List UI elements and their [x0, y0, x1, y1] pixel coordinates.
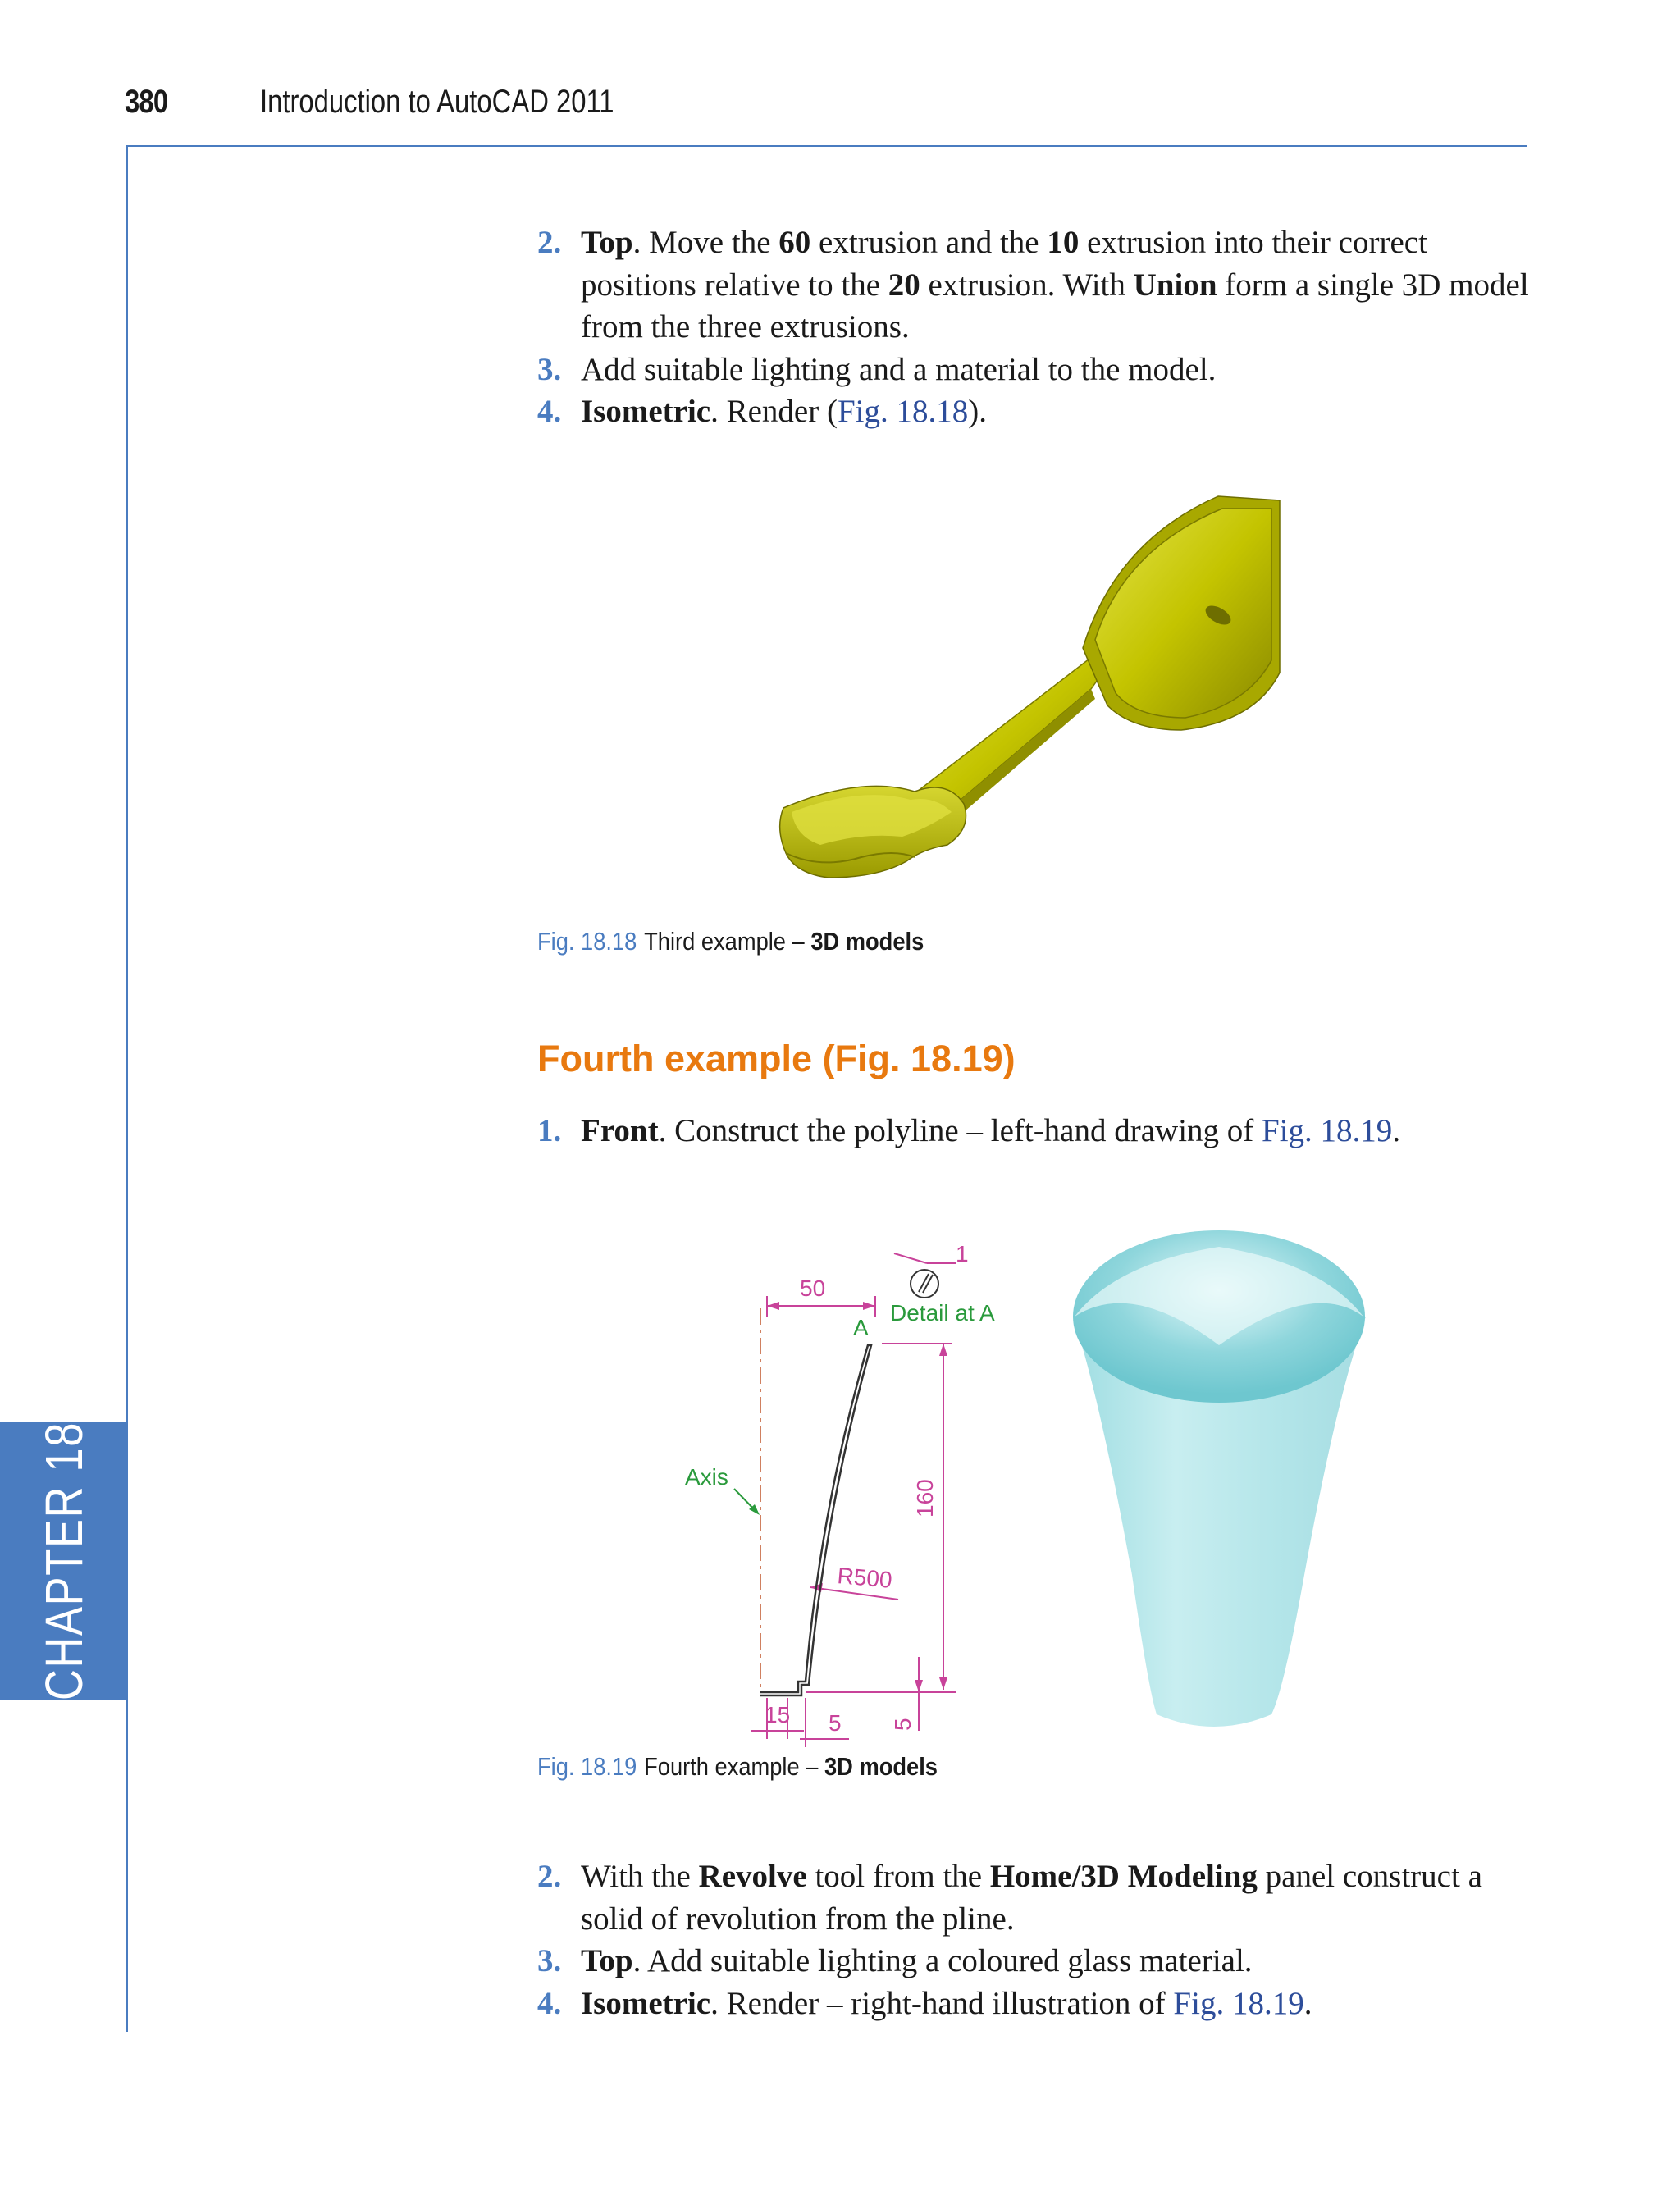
step-keyword: 10 [1047, 225, 1080, 260]
caption-figure-number: Fig. 18.18 [537, 927, 637, 956]
step-number: 2. [537, 1859, 562, 1894]
steps-list-top [537, 221, 1546, 433]
page-header [125, 84, 1527, 133]
dim-1-label: 1 [956, 1241, 969, 1266]
step-text: . Render – right-hand illustration of [710, 1985, 1174, 2021]
step-keyword: Union [1133, 267, 1217, 303]
step-item [537, 1110, 1546, 1152]
chapter-tab-label: CHAPTER 18 [34, 1421, 94, 1701]
step-text: ). [968, 394, 987, 429]
step-keyword: 60 [778, 225, 811, 260]
caption-bold: 3D models [810, 927, 924, 956]
figure-reference: Fig. 18.18 [837, 394, 969, 429]
arrowhead [863, 1302, 875, 1310]
figure-18-19-caption [537, 1752, 938, 1782]
detail-symbol-mark [919, 1274, 929, 1292]
step-keyword: Top [581, 225, 633, 260]
step-number: 4. [537, 1985, 562, 2021]
step-keyword: 20 [888, 267, 920, 303]
dim-50-label: 50 [800, 1276, 826, 1301]
step-text: Add suitable lighting and a material to the model. [581, 351, 1217, 387]
step-item [537, 1983, 1546, 2025]
step-keyword: Isometric [581, 1985, 711, 2021]
arrowhead [939, 1344, 947, 1356]
step-text: . [1303, 1985, 1312, 2021]
step-text: . Move the [632, 225, 779, 260]
steps-list-middle [537, 1110, 1546, 1152]
step-number: 3. [537, 1943, 562, 1978]
step-keyword: Revolve [698, 1859, 807, 1894]
caption-text: Fourth example – [644, 1752, 825, 1781]
figure-18-19-render [1066, 1230, 1378, 1747]
figure-reference: Fig. 18.19 [1173, 1985, 1304, 2021]
caption-bold: 3D models [824, 1752, 938, 1781]
dim-5-bottom-label: 5 [829, 1710, 842, 1736]
step-item [537, 1940, 1546, 1983]
step-keyword: Top [581, 1943, 633, 1978]
step-keyword: Home/3D Modeling [989, 1859, 1258, 1894]
step-keyword: Isometric [581, 394, 711, 429]
axis-label: Axis [685, 1464, 728, 1490]
chapter-tab [0, 1422, 127, 1700]
arrowhead [915, 1680, 923, 1692]
step-text: panel construct a solid of revolution from the pline. [581, 1859, 1482, 1937]
header-rule [127, 145, 1527, 147]
page-number: 380 [125, 84, 168, 120]
profile-polyline [760, 1345, 871, 1695]
dim-15-label: 15 [765, 1702, 791, 1727]
detail-symbol [911, 1270, 938, 1298]
caption-figure-number: Fig. 18.19 [537, 1752, 637, 1781]
step-item [537, 349, 1546, 391]
figure-18-18-render [771, 484, 1288, 878]
step-item [537, 221, 1546, 349]
step-text: tool from the [806, 1859, 990, 1894]
margin-rule [126, 145, 128, 2032]
step-text: . Add suitable lighting a coloured glass material. [632, 1943, 1253, 1978]
radius-label: R500 [836, 1563, 893, 1593]
detail-label: Detail at A [890, 1300, 995, 1326]
step-text: extrusion into their correct positions relative to the [581, 225, 1427, 303]
section-heading: Fourth example (Fig. 18.19) [537, 1038, 1016, 1079]
step-text: extrusion and the [810, 225, 1048, 260]
step-text: form a single 3D model from the three extrusions. [581, 267, 1529, 345]
step-number: 1. [537, 1113, 562, 1148]
figure-18-18-caption [537, 927, 924, 956]
running-title: Introduction to AutoCAD 2011 [260, 84, 614, 120]
step-text: . Construct the polyline – left-hand drawing of [658, 1113, 1262, 1148]
step-number: 2. [537, 225, 562, 260]
step-keyword: Front [581, 1113, 659, 1148]
dim-160-label: 160 [912, 1479, 938, 1517]
detail-leader [894, 1253, 927, 1263]
figure-18-19-drawing [673, 1239, 1017, 1755]
boss-face [1095, 509, 1271, 718]
step-number: 4. [537, 394, 562, 429]
step-text: . Render ( [710, 394, 838, 429]
step-text: With the [581, 1859, 699, 1894]
step-text: . [1392, 1113, 1401, 1148]
steps-list-bottom [537, 1855, 1546, 2024]
dim-5-side-label: 5 [890, 1718, 915, 1731]
detail-symbol-mark [923, 1275, 933, 1293]
point-a-label: A [853, 1315, 869, 1340]
step-item [537, 1855, 1546, 1940]
step-number: 3. [537, 351, 562, 387]
arrowhead [767, 1302, 779, 1310]
caption-text: Third example – [644, 927, 811, 956]
step-text: extrusion. With [920, 267, 1134, 303]
arrowhead [939, 1677, 947, 1690]
figure-reference: Fig. 18.19 [1262, 1113, 1393, 1148]
step-item [537, 390, 1546, 433]
